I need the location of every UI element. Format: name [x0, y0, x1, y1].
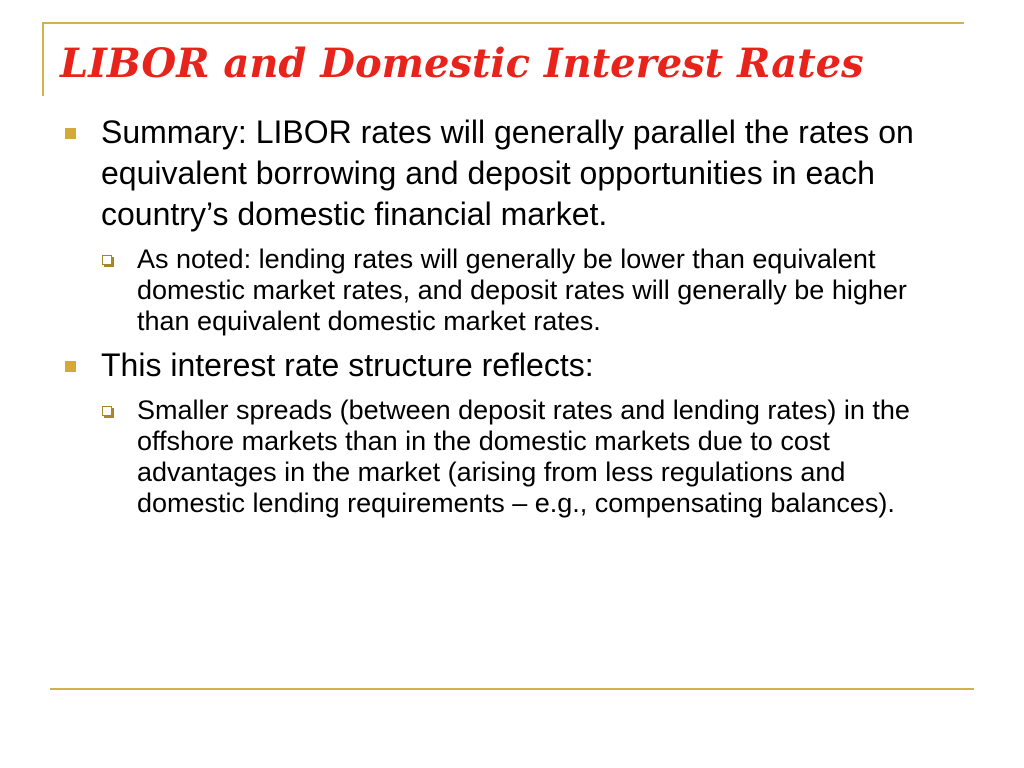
- square-bullet-icon: [65, 128, 76, 139]
- bullet-point-2-text: This interest rate structure reflects:: [101, 347, 594, 383]
- bullet-point-2: [64, 345, 974, 386]
- hollow-square-bullet-icon: [102, 406, 112, 416]
- slide-title: LIBOR and Domestic Interest Rates: [60, 40, 864, 87]
- bullet-point-1-text: Summary: LIBOR rates will generally parallel the rates on equivalent borrowing and deposit opportunities in each country’s domestic financial market.: [101, 114, 914, 232]
- frame-left-rule: [42, 22, 44, 96]
- slide-body: [64, 112, 974, 527]
- hollow-square-bullet-icon: [102, 255, 112, 265]
- sub-bullet-point-2-1: [101, 395, 927, 519]
- bullet-point-1: [64, 112, 974, 235]
- square-bullet-icon: [65, 361, 76, 372]
- frame-top-rule: [42, 22, 964, 24]
- sub-bullet-point-1-1: [101, 244, 927, 337]
- sub-bullet-point-2-1-text: Smaller spreads (between deposit rates and lending rates) in the offshore markets than in the domestic markets due to cost advantages in the market (arising from less regulations and domestic lending requirements – e.g., compensating balances).: [137, 395, 910, 518]
- sub-bullet-point-1-1-text: As noted: lending rates will generally be lower than equivalent domestic market rates, and deposit rates will generally be higher than equivalent domestic market rates.: [137, 244, 907, 336]
- frame-bottom-rule: [50, 688, 974, 690]
